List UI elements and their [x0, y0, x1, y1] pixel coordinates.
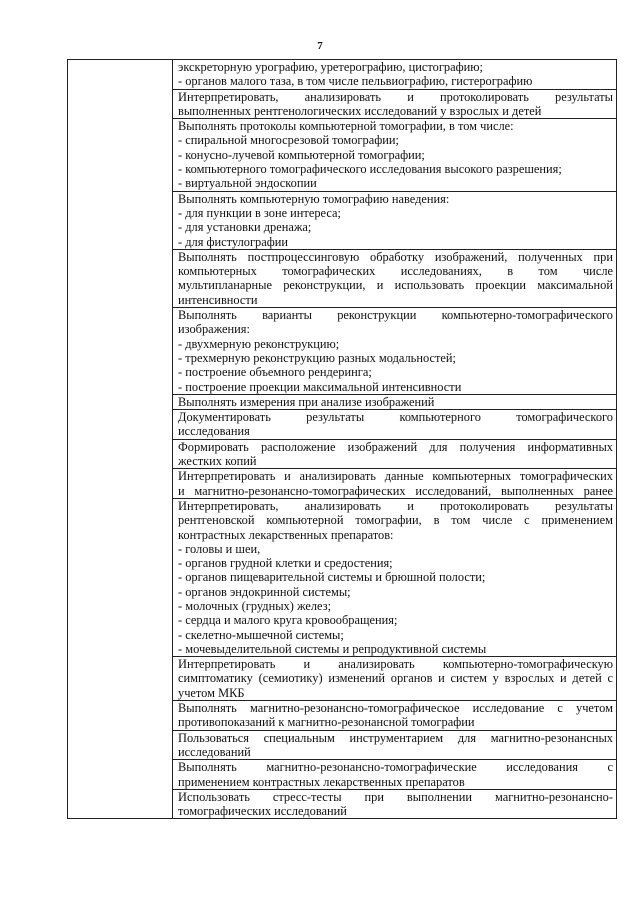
skill-line: томографических исследований	[178, 804, 347, 819]
skill-cell	[173, 701, 617, 731]
skill-cell	[173, 119, 617, 191]
skill-cell	[173, 410, 617, 440]
skill-line: Выполнять постпроцессинговую обработку изображений, полученных при	[178, 249, 613, 264]
skill-cell	[173, 789, 617, 819]
skill-line: исследований	[178, 744, 251, 759]
skill-line: Использовать стресс-тесты при выполнении магнитно-резонансно-	[178, 789, 613, 804]
skill-line: - виртуальной эндоскопии	[178, 176, 317, 191]
skill-line: - трехмерную реконструкцию разных модальностей;	[178, 350, 456, 365]
skill-line: применением контрастных лекарственных препаратов	[178, 774, 465, 789]
skill-line: Пользоваться специальным инструментарием для магнитно-резонансных	[178, 730, 613, 745]
skill-line: Выполнять магнитно-резонансно-томографическое исследование с учетом	[178, 701, 613, 716]
skill-line: Формировать расположение изображений для получения информативных	[178, 439, 613, 454]
skill-line: Выполнять варианты реконструкции компьютерно-томографического	[178, 308, 613, 323]
skill-line: Выполнять измерения при анализе изображений	[178, 394, 435, 409]
skill-line: Выполнять магнитно-резонансно-томографические исследования с	[178, 760, 613, 775]
skill-line: - для пункции в зоне интереса;	[178, 205, 341, 220]
skill-line: - построение объемного рендеринга;	[178, 365, 372, 380]
skill-cell	[173, 657, 617, 701]
skill-line: симптоматику (семиотику) изменений органов и систем у взрослых и детей с	[178, 671, 613, 686]
skill-line: изображения:	[178, 322, 250, 337]
skill-line: - для фистулографии	[178, 234, 289, 249]
skill-line: - органов пищеварительной системы и брюшной полости;	[178, 570, 486, 585]
skill-cell	[173, 394, 617, 409]
skill-line: - головы и шеи,	[178, 541, 261, 556]
skill-line: выполненных рентгенологических исследований у взрослых и детей	[178, 103, 542, 118]
skill-line: и магнитно-резонансно-томографических исследований, выполненных ранее	[178, 483, 613, 498]
skill-line: рентгеновской компьютерной томографии, в том числе с применением	[178, 513, 613, 528]
skills-table-body	[68, 60, 617, 819]
skill-cell	[173, 730, 617, 760]
skill-line: интенсивности	[178, 292, 258, 307]
skill-line: Интерпретировать и анализировать компьютерно-томографическую	[178, 657, 613, 672]
skill-cell	[173, 308, 617, 395]
skill-cell	[173, 89, 617, 119]
skill-line: Интерпретировать, анализировать и протоколировать результаты	[178, 89, 613, 104]
skill-line: - органов малого таза, в том числе пельвиографию, гистерографию	[178, 74, 533, 89]
skill-cell	[173, 439, 617, 469]
skill-line: Выполнять протоколы компьютерной томографии, в том числе:	[178, 119, 514, 134]
skill-line: экскреторную урографию, уретерографию, цистографию;	[178, 60, 483, 74]
left-column-cell	[68, 60, 173, 819]
skill-cell	[173, 60, 617, 90]
skill-line: - органов эндокринной системы;	[178, 584, 351, 599]
skill-line: компьютерных томографических исследованиях, в том числе	[178, 264, 613, 279]
skill-line: мультипланарные реконструкции, и использовать проекции максимальной	[178, 278, 613, 293]
skill-line: - скелетно-мышечной системы;	[178, 627, 344, 642]
skill-line: - молочных (грудных) желез;	[178, 598, 332, 613]
skills-table	[67, 59, 617, 819]
skill-line: - органов грудной клетки и средостения;	[178, 556, 393, 571]
skill-line: - конусно-лучевой компьютерной томографии;	[178, 147, 425, 162]
skill-line: Интерпретировать, анализировать и протоколировать результаты	[178, 498, 613, 513]
skill-line: - двухмерную реконструкцию;	[178, 336, 340, 351]
skill-line: исследования	[178, 424, 250, 439]
skill-line: - построение проекции максимальной интенсивности	[178, 379, 462, 394]
page-number: 7	[317, 40, 323, 52]
skill-cell	[173, 249, 617, 307]
skill-line: учетом МКБ	[178, 685, 245, 700]
skill-line: Интерпретировать и анализировать данные компьютерных томографических	[178, 469, 613, 484]
skill-line: жестких копий	[178, 454, 257, 469]
skill-line: - компьютерного томографического исследования высокого разрешения;	[178, 162, 562, 177]
skill-line: - мочевыделительной системы и репродуктивной системы	[178, 641, 487, 656]
skill-line: контрастных лекарственных препаратов:	[178, 527, 394, 542]
table-row	[68, 60, 617, 90]
skill-line: Документировать результаты компьютерного томографического	[178, 410, 613, 425]
skill-line: противопоказаний к магнитно-резонансной томографии	[178, 715, 475, 730]
skill-cell	[173, 191, 617, 249]
skill-line: Выполнять компьютерную томографию наведения:	[178, 191, 450, 206]
skill-cell	[173, 469, 617, 499]
skill-line: - сердца и малого круга кровообращения;	[178, 613, 398, 628]
skill-cell	[173, 498, 617, 656]
skill-line: - для установки дренажа;	[178, 220, 312, 235]
skill-line: - спиральной многосрезовой томографии;	[178, 133, 399, 148]
skill-cell	[173, 760, 617, 790]
